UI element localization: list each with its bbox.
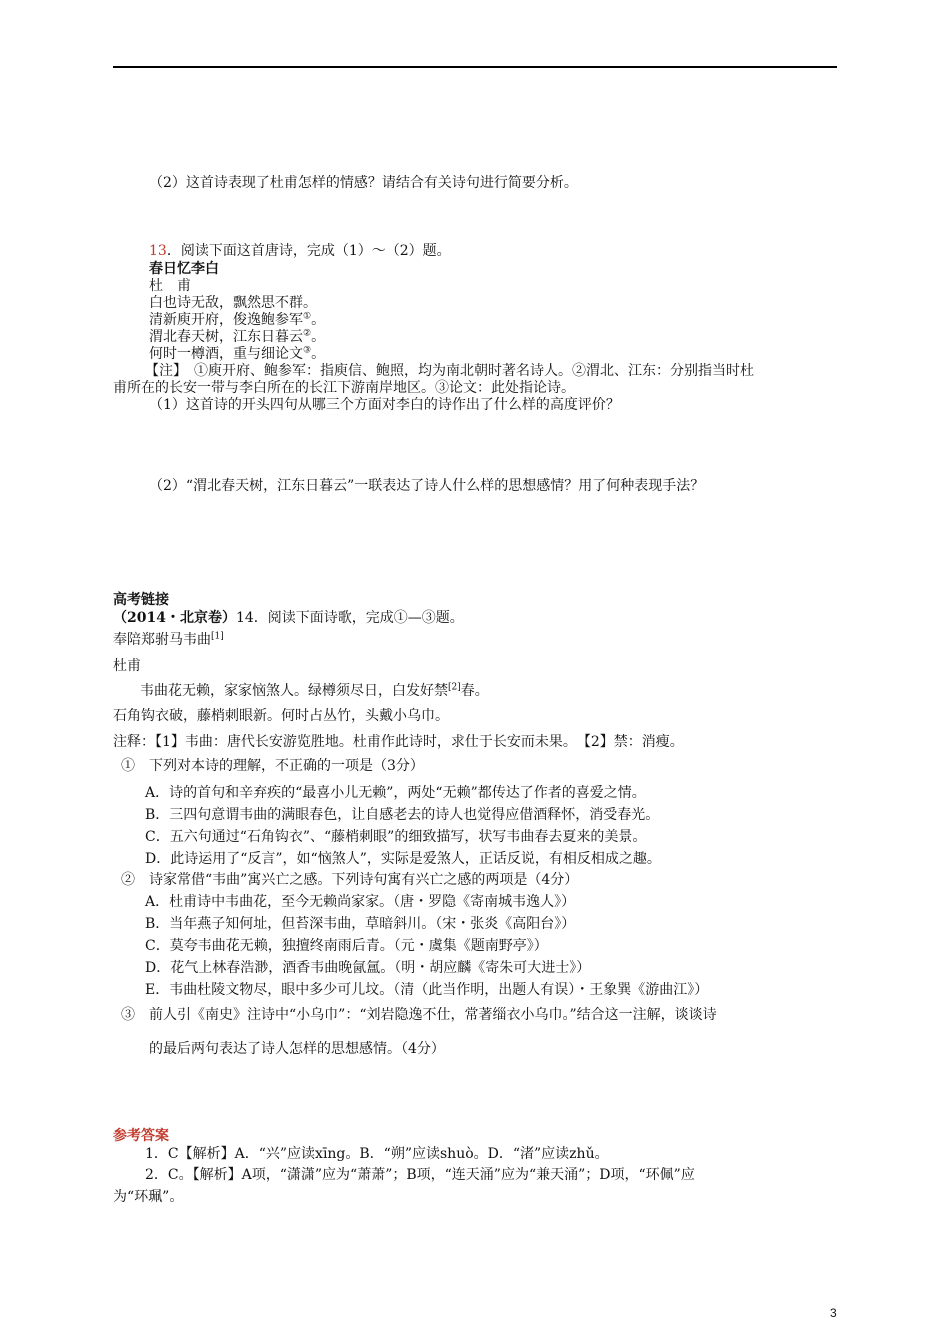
q2-option-a: A．杜甫诗中韦曲花，至今无赖尚家家。（唐・罗隐《寄南城韦逸人》） — [145, 894, 576, 910]
q13-stem: 13．阅读下面这首唐诗，完成（1）～（2）题。 — [149, 243, 451, 259]
q13-sub2: （2）“渭北春天树，江东日暮云”一联表达了诗人什么样的思想感情？用了何种表现手法？ — [149, 478, 705, 494]
poem-line-1: 白也诗无敌，飘然思不群。 — [149, 295, 317, 311]
gaokao-poem-line-1: 韦曲花无赖，家家恼煞人。绿樽须尽日，白发好禁[2]春。 — [140, 682, 489, 699]
gaokao-q3-line-2: 的最后两句表达了诗人怎样的思想感情。（4分） — [149, 1041, 445, 1057]
q13-number: 13 — [149, 243, 167, 259]
poem-line-4: 何时一樽酒，重与细论文③。 — [149, 345, 326, 362]
title-note-mark: [1] — [211, 631, 224, 642]
gaokao-poem-title: 奉陪郑驸马韦曲[1] — [113, 631, 224, 648]
poem-note-line-2: 甫所在的长安一带与李白所在的长江下游南岸地区。③论文：此处指论诗。 — [113, 380, 575, 396]
gaokao-notes: 注释：【1】韦曲：唐代长安游览胜地。杜甫作此诗时，求仕于长安而未果。 【2】禁：消瘦。 — [113, 734, 684, 750]
q2-option-b: B．当年燕子知何址，但苔深韦曲，草暗斜川。（宋・张炎《高阳台》） — [145, 916, 576, 932]
q1-option-d: D．此诗运用了“反言”，如“恼煞人”，实际是爱煞人，正话反说，有相反相成之趣。 — [145, 851, 661, 867]
poem-line-3: 渭北春天树，江东日暮云②。 — [149, 328, 326, 345]
q2-option-d: D．花气上林春浩渺，酒香韦曲晚氤氲。（明・胡应麟《寄朱可大进士》） — [145, 960, 591, 976]
gaokao-q3-line-1: ③ 前人引《南史》注诗中“小乌巾”：“刘岩隐逸不仕，常著缁衣小乌巾。”结合这一注解，谈谈诗 — [121, 1007, 717, 1023]
gaokao-heading: 高考链接 — [113, 592, 169, 608]
answer-2-line-1: 2．C。【解析】A项，“潇潇”应为“萧萧”；B项，“连天涌”应为“兼天涌”；D项，“环佩”应 — [145, 1167, 695, 1183]
gaokao-q1: ① 下列对本诗的理解，不正确的一项是（3分） — [121, 758, 424, 774]
header-rule — [113, 66, 837, 68]
q12-sub2: （2）这首诗表现了杜甫怎样的情感？请结合有关诗句进行简要分析。 — [149, 175, 578, 191]
poem-title: 春日忆李白 — [149, 261, 219, 277]
q1-option-a: A．诗的首句和辛弃疾的“最喜小儿无赖”，两处“无赖”都传达了作者的喜爱之情。 — [145, 785, 646, 801]
poem-line-2: 清新庾开府，俊逸鲍参军①。 — [149, 311, 326, 328]
gaokao-source: （2014・北京卷） — [113, 610, 236, 626]
q2-option-c: C．莫夸韦曲花无赖，独擅终南雨后青。（元・虞集《题南野亭》） — [145, 938, 548, 954]
q1-option-c: C．五六句通过“石角钩衣”、“藤梢刺眼”的细致描写，状写韦曲春去夏来的美景。 — [145, 829, 647, 845]
q13-sub1: （1）这首诗的开头四句从哪三个方面对李白的诗作出了什么样的高度评价？ — [149, 397, 620, 413]
q1-option-b: B．三四句意谓韦曲的满眼春色，让自感老去的诗人也觉得应借酒释怀，消受春光。 — [145, 807, 660, 823]
gaokao-poem-line-2: 石角钩衣破，藤梢刺眼新。何时占丛竹，头戴小乌巾。 — [113, 708, 449, 724]
footnote-mark-3: ③ — [303, 345, 312, 356]
answers-heading: 参考答案 — [113, 1128, 169, 1144]
gaokao-q2: ② 诗家常借“韦曲”寓兴亡之感。下列诗句寓有兴亡之感的两项是（4分） — [121, 872, 579, 888]
poem-note-line-1: 【注】 ①庾开府、鲍参军：指庾信、鲍照，均为南北朝时著名诗人。②渭北、江东：分别指当时杜 — [145, 363, 754, 379]
gaokao-stem: （2014・北京卷）14．阅读下面诗歌，完成①—③题。 — [113, 610, 464, 626]
q2-option-e: E．韦曲杜陵文物尽，眼中多少可儿坟。（清（此当作明，出题人有误）・王象巽《游曲江》） — [145, 982, 709, 998]
footnote-mark-2: ② — [303, 328, 312, 339]
answer-2-line-2: 为“环珮”。 — [113, 1189, 184, 1205]
poem-author: 杜 甫 — [149, 278, 191, 294]
poem-note-mark: [2] — [448, 682, 461, 693]
page-number: 3 — [830, 1306, 837, 1320]
answer-1: 1．C【解析】A．“兴”应读xīng。B．“朔”应读shuò。D．“渚”应读zhǔ。 — [145, 1146, 609, 1162]
gaokao-poem-author: 杜甫 — [113, 658, 141, 674]
footnote-mark-1: ① — [303, 311, 312, 322]
